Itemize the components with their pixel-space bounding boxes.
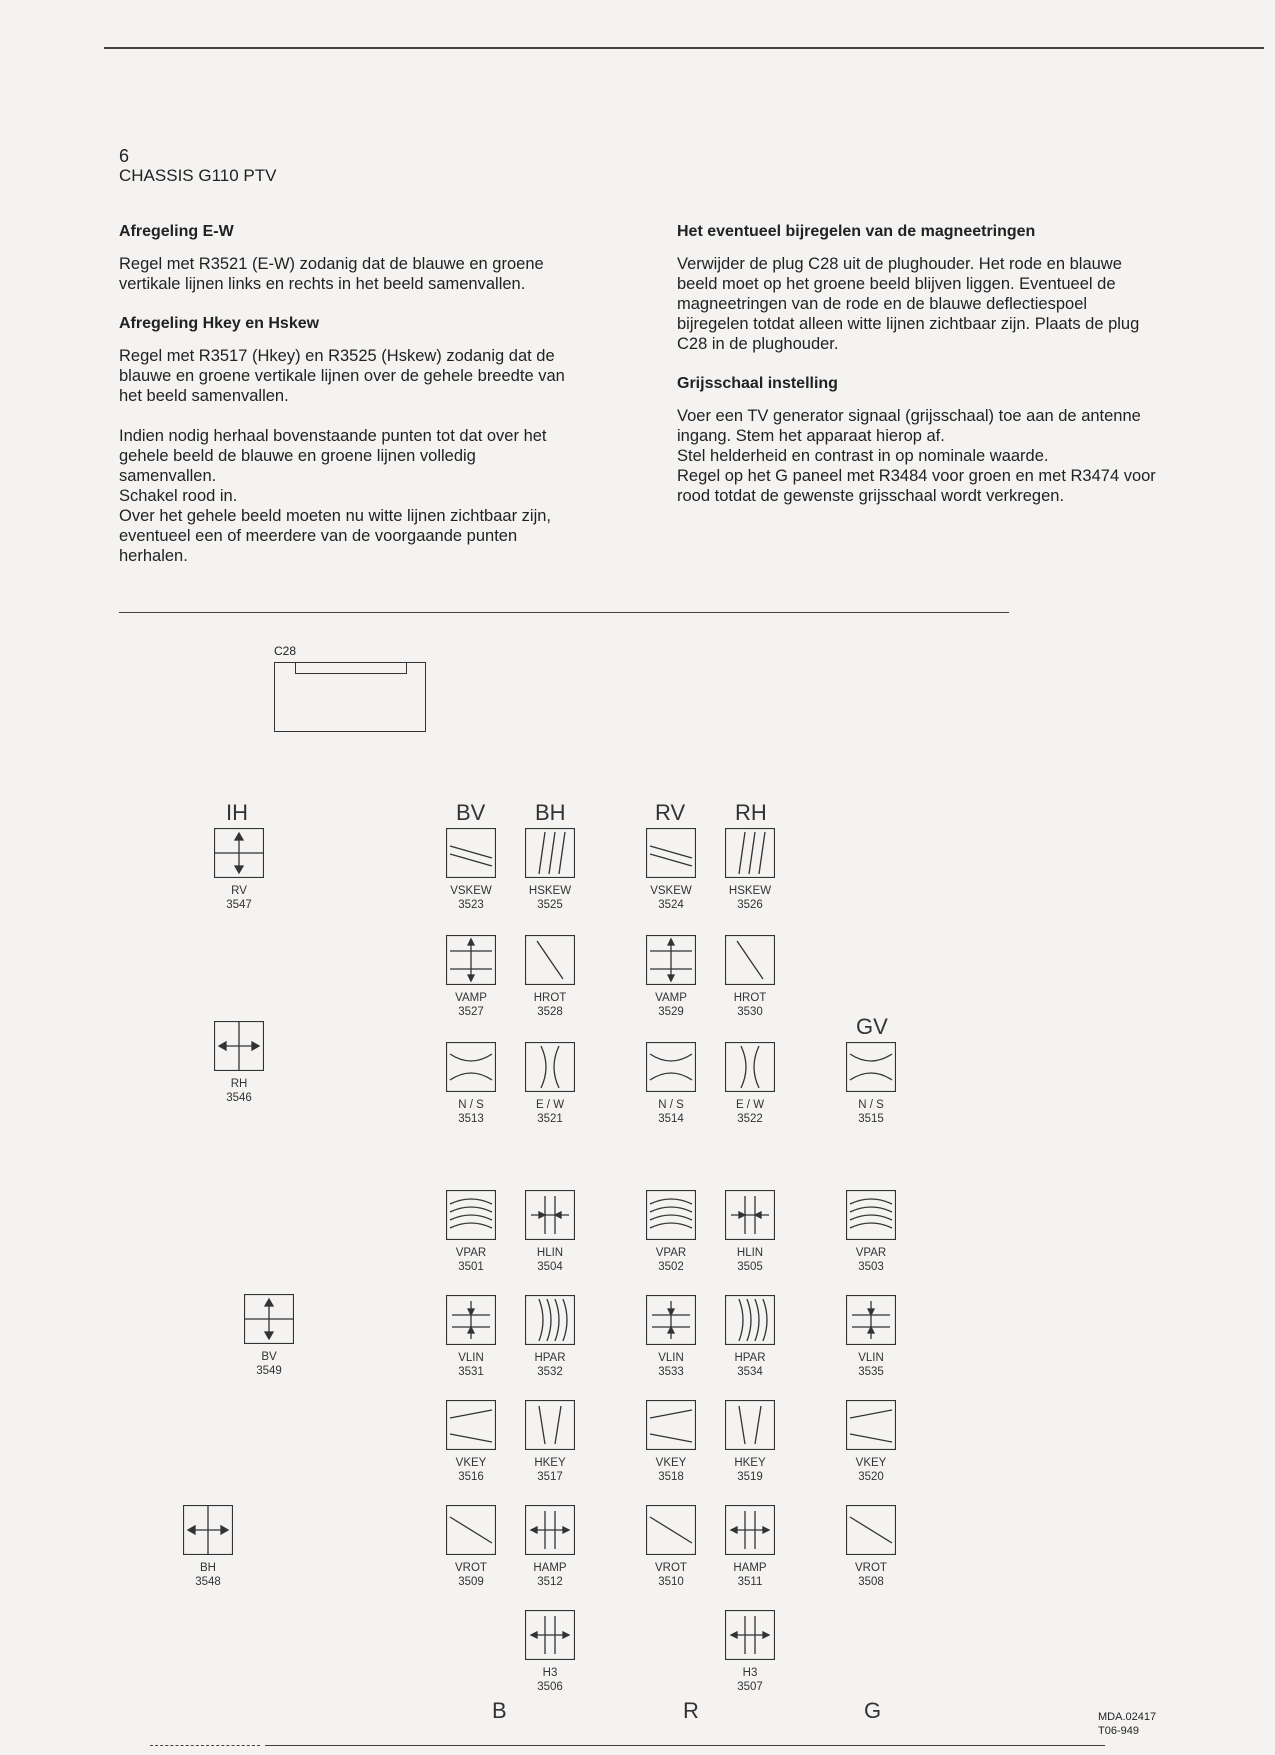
control-name: N / S — [658, 1099, 684, 1111]
control-name: VPAR — [655, 1247, 687, 1259]
hskew-icon — [725, 828, 775, 878]
control-name: BV — [261, 1351, 277, 1363]
control-label — [426, 991, 516, 1019]
vlin-icon — [846, 1295, 896, 1345]
control-label — [826, 1246, 916, 1274]
control-ref: 3509 — [458, 1576, 484, 1588]
control-ref: 3532 — [537, 1366, 563, 1378]
control-name: HLIN — [536, 1247, 564, 1259]
control-ref: 3510 — [658, 1576, 684, 1588]
group-rh: RH — [735, 800, 767, 825]
control-name: VKEY — [855, 1457, 887, 1469]
vert-arrows-cross — [214, 828, 264, 878]
control-label — [163, 1561, 253, 1589]
para-white: Over het gehele beeld moeten nu witte lijnen zichtbaar zijn, eventueel een of meerdere van de voorgaande punten herhalen. — [119, 507, 552, 565]
para-ew: Regel met R3521 (E-W) zodanig dat de blauwe en groene vertikale lijnen links en rechts in het beeld samenvallen. — [119, 255, 544, 293]
control-ref: 3529 — [658, 1006, 684, 1018]
control-label — [426, 1098, 516, 1126]
group-ih: IH — [226, 800, 248, 825]
control-ref: 3502 — [658, 1261, 684, 1273]
bottom-dash — [150, 1745, 260, 1746]
drawing-code — [1098, 1710, 1156, 1738]
control-name: VROT — [655, 1562, 687, 1574]
ns-icon — [846, 1042, 896, 1092]
control-label — [826, 1351, 916, 1379]
para-grey3: Regel op het G paneel met R3484 voor groen en met R3474 voor rood totdat de gewenste grijsschaal wordt verkregen. — [677, 467, 1156, 505]
vpar-icon — [846, 1190, 896, 1240]
control-name: VKEY — [655, 1457, 687, 1469]
column-r: R — [683, 1698, 699, 1723]
ns-icon — [646, 1042, 696, 1092]
control-label — [826, 1456, 916, 1484]
control-label — [505, 991, 595, 1019]
hrot-icon — [725, 935, 775, 985]
para-grey1: Voer een TV generator signaal (grijsschaal) toe aan de antenne ingang. Stem het apparaat hierop af. — [677, 407, 1141, 445]
control-ref: 3521 — [537, 1113, 563, 1125]
control-name: VPAR — [855, 1247, 887, 1259]
vpar-icon — [646, 1190, 696, 1240]
control-label — [626, 1456, 716, 1484]
control-label — [505, 1246, 595, 1274]
control-name: HAMP — [733, 1562, 767, 1574]
control-ref: 3526 — [737, 899, 763, 911]
column-b: B — [492, 1698, 507, 1723]
para-red: Schakel rood in. — [119, 487, 238, 505]
control-label — [194, 1077, 284, 1105]
control-ref: 3505 — [737, 1261, 763, 1273]
control-label — [505, 1351, 595, 1379]
control-label — [426, 1246, 516, 1274]
control-ref: 3548 — [195, 1576, 221, 1588]
control-ref: 3534 — [737, 1366, 763, 1378]
control-label — [505, 1456, 595, 1484]
control-name: H3 — [542, 1667, 558, 1679]
control-ref: 3517 — [537, 1471, 563, 1483]
page-number: 6 — [119, 146, 130, 166]
horiz-arrows-cross — [183, 1505, 233, 1555]
hlin-icon — [725, 1190, 775, 1240]
control-ref: 3535 — [858, 1366, 884, 1378]
plug-label: C28 — [274, 644, 297, 658]
control-ref: 3513 — [458, 1113, 484, 1125]
right-column — [677, 222, 1157, 506]
vkey-icon — [446, 1400, 496, 1450]
hkey-icon — [525, 1400, 575, 1450]
control-ref: 3507 — [737, 1681, 763, 1693]
control-name: BH — [200, 1562, 216, 1574]
control-label — [224, 1350, 314, 1378]
control-ref: 3524 — [658, 899, 684, 911]
control-label — [626, 991, 716, 1019]
vpar-icon — [446, 1190, 496, 1240]
ns-icon — [446, 1042, 496, 1092]
control-ref: 3511 — [737, 1576, 763, 1588]
vrot-icon — [446, 1505, 496, 1555]
control-name: HAMP — [533, 1562, 567, 1574]
group-bh: BH — [535, 800, 566, 825]
control-name: VAMP — [655, 992, 687, 1004]
hlin-icon — [525, 1190, 575, 1240]
control-name: VLIN — [658, 1352, 684, 1364]
vkey-icon — [646, 1400, 696, 1450]
control-name: RV — [231, 885, 247, 897]
hamp-icon — [525, 1505, 575, 1555]
control-name: VPAR — [455, 1247, 487, 1259]
hrot-icon — [525, 935, 575, 985]
control-ref: 3503 — [858, 1261, 884, 1273]
control-name: HSKEW — [528, 885, 572, 897]
control-label — [705, 1456, 795, 1484]
control-label — [705, 1246, 795, 1274]
control-label — [505, 1561, 595, 1589]
chassis-title: CHASSIS G110 PTV — [119, 166, 277, 185]
skew-icon — [646, 828, 696, 878]
ew-icon — [525, 1042, 575, 1092]
control-name: E / W — [735, 1099, 765, 1111]
vlin-icon — [446, 1295, 496, 1345]
control-label — [705, 1351, 795, 1379]
vamp-icon — [446, 935, 496, 985]
drawing-code-1: MDA.02417 — [1098, 1711, 1157, 1723]
control-ref: 3504 — [537, 1261, 563, 1273]
control-name: VAMP — [455, 992, 487, 1004]
control-ref: 3519 — [737, 1471, 763, 1483]
control-name: VSKEW — [650, 885, 692, 897]
para-repeat: Indien nodig herhaal bovenstaande punten tot dat over het gehele beeld de blauwe en groene lijnen volledig samenvallen. — [119, 427, 547, 485]
hskew-icon — [525, 828, 575, 878]
control-name: H3 — [742, 1667, 758, 1679]
control-ref: 3523 — [458, 899, 484, 911]
control-label — [826, 1561, 916, 1589]
hpar-icon — [525, 1295, 575, 1345]
control-ref: 3514 — [658, 1113, 684, 1125]
control-name: VROT — [455, 1562, 487, 1574]
control-name: VROT — [855, 1562, 887, 1574]
hkey-icon — [725, 1400, 775, 1450]
control-label — [705, 991, 795, 1019]
column-g: G — [864, 1698, 882, 1723]
control-ref: 3512 — [537, 1576, 563, 1588]
bottom-rule — [265, 1745, 1105, 1746]
vamp-icon — [646, 935, 696, 985]
control-name: E / W — [535, 1099, 565, 1111]
plug-c28 — [274, 662, 426, 732]
control-name: N / S — [858, 1099, 884, 1111]
left-column — [119, 222, 569, 566]
control-ref: 3516 — [458, 1471, 484, 1483]
control-ref: 3501 — [458, 1261, 484, 1273]
vkey-icon — [846, 1400, 896, 1450]
horiz-arrows-cross — [214, 1021, 264, 1071]
control-name: VKEY — [455, 1457, 487, 1469]
control-name: HPAR — [734, 1352, 766, 1364]
vlin-icon — [646, 1295, 696, 1345]
heading-magnets: Het eventueel bijregelen van de magneetringen — [677, 223, 1036, 240]
skew-icon — [446, 828, 496, 878]
group-rv: RV — [655, 800, 686, 825]
hpar-icon — [725, 1295, 775, 1345]
control-label — [505, 884, 595, 912]
control-name: HROT — [533, 992, 567, 1004]
control-label — [826, 1098, 916, 1126]
control-label — [705, 884, 795, 912]
control-label — [626, 1351, 716, 1379]
control-label — [426, 1351, 516, 1379]
hamp-icon — [525, 1610, 575, 1660]
control-label — [705, 1561, 795, 1589]
control-ref: 3518 — [658, 1471, 684, 1483]
control-label — [626, 1098, 716, 1126]
group-gv: GV — [856, 1014, 888, 1039]
control-name: VLIN — [858, 1352, 884, 1364]
control-ref: 3549 — [256, 1365, 282, 1377]
vrot-icon — [846, 1505, 896, 1555]
control-ref: 3520 — [858, 1471, 884, 1483]
control-label — [626, 1246, 716, 1274]
control-label — [426, 884, 516, 912]
control-label — [626, 884, 716, 912]
para-magnets: Verwijder de plug C28 uit de plughouder. Het rode en blauwe beeld moet op het groene beeld blijven liggen. Eventueel de magneetringen van de rode en de blauwe deflectiespoel bijregelen totdat alleen witte lijnen zichtbaar zijn. Plaats de plug C28 in de plughouder. — [677, 255, 1140, 353]
hamp-icon — [725, 1505, 775, 1555]
control-label — [705, 1666, 795, 1694]
control-name: N / S — [458, 1099, 484, 1111]
control-ref: 3508 — [858, 1576, 884, 1588]
group-bv: BV — [456, 800, 486, 825]
control-label — [505, 1666, 595, 1694]
heading-hkey: Afregeling Hkey en Hskew — [119, 315, 320, 332]
para-hkey: Regel met R3517 (Hkey) en R3525 (Hskew) zodanig dat de blauwe en groene vertikale lijnen over de gehele breedte van het beeld samenvallen. — [119, 347, 565, 405]
drawing-code-2: T06-949 — [1098, 1725, 1139, 1737]
control-label — [426, 1561, 516, 1589]
control-ref: 3530 — [737, 1006, 763, 1018]
heading-ew: Afregeling E-W — [119, 223, 234, 240]
control-ref: 3525 — [537, 899, 563, 911]
vert-arrows-cross — [244, 1294, 294, 1344]
control-label — [505, 1098, 595, 1126]
control-name: HSKEW — [728, 885, 772, 897]
plug-tab — [295, 662, 407, 674]
control-name: RH — [230, 1078, 248, 1090]
top-rule — [104, 47, 1264, 49]
control-name: VLIN — [458, 1352, 484, 1364]
hamp-icon — [725, 1610, 775, 1660]
control-ref: 3547 — [226, 899, 252, 911]
control-name: HLIN — [736, 1247, 764, 1259]
control-name: VSKEW — [450, 885, 492, 897]
control-label — [705, 1098, 795, 1126]
control-label — [626, 1561, 716, 1589]
divider — [119, 612, 1009, 613]
control-ref: 3527 — [458, 1006, 484, 1018]
para-grey2: Stel helderheid en contrast in op nominale waarde. — [677, 447, 1049, 465]
control-ref: 3515 — [858, 1113, 884, 1125]
control-name: HKEY — [734, 1457, 766, 1469]
control-ref: 3546 — [226, 1092, 252, 1104]
control-name: HROT — [733, 992, 767, 1004]
control-ref: 3522 — [737, 1113, 763, 1125]
control-ref: 3531 — [458, 1366, 484, 1378]
control-name: HPAR — [534, 1352, 566, 1364]
control-ref: 3506 — [537, 1681, 563, 1693]
control-ref: 3528 — [537, 1006, 563, 1018]
control-label — [194, 884, 284, 912]
ew-icon — [725, 1042, 775, 1092]
control-ref: 3533 — [658, 1366, 684, 1378]
control-name: HKEY — [534, 1457, 566, 1469]
control-label — [426, 1456, 516, 1484]
heading-grey: Grijsschaal instelling — [677, 375, 838, 392]
vrot-icon — [646, 1505, 696, 1555]
